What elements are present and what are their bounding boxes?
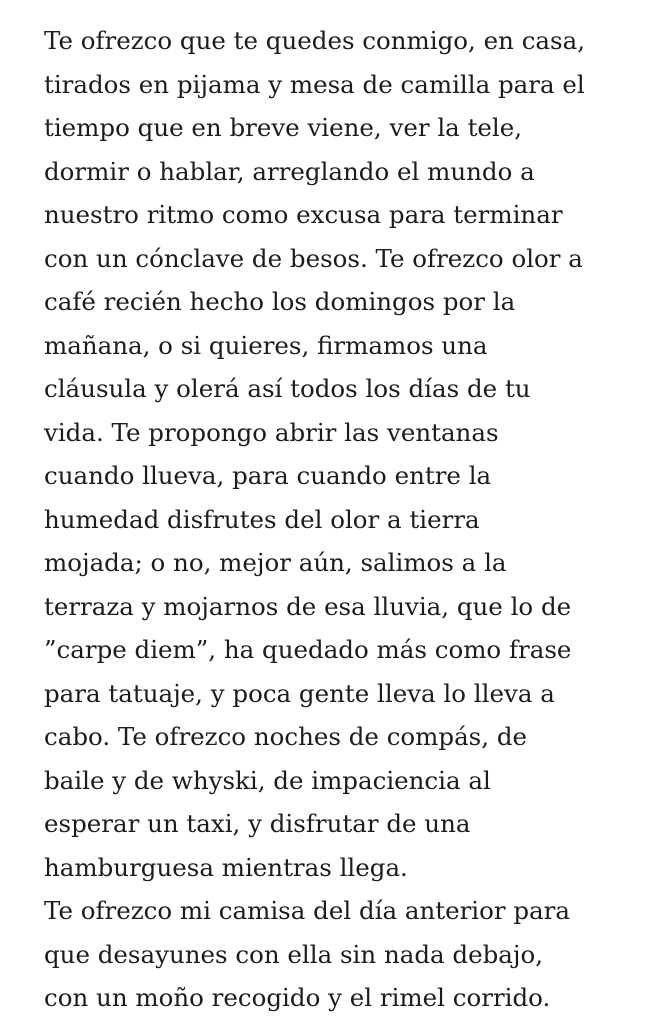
text-line: ”carpe diem”, ha quedado más como frase xyxy=(44,635,572,664)
text-line: baile y de whyski, de impaciencia al xyxy=(44,765,491,795)
text-line: para tatuaje, y poca gente lleva lo lleva a xyxy=(44,678,555,708)
text-line: con un cónclave de besos. Te ofrezco olor a xyxy=(44,243,583,273)
text-line: mojada; o no, mejor aún, salimos a la xyxy=(44,548,507,577)
text-line: terraza y mojarnos de esa lluvia, que lo de xyxy=(44,591,572,621)
text-line: cabo. Te ofrezco noches de compás, de xyxy=(44,722,528,751)
text-line: hamburguesa mientras llega. xyxy=(44,852,408,882)
text-line: dormir o hablar, arreglando el mundo a xyxy=(44,156,535,186)
text-line: cláusula y olerá así todos los días de tu xyxy=(44,374,531,403)
body-text xyxy=(44,19,644,1020)
text-line: humedad disfrutes del olor a tierra xyxy=(44,504,480,534)
text-line: tiempo que en breve viene, ver la tele, xyxy=(44,113,523,142)
text-line: café recién hecho los domingos por la xyxy=(44,287,516,316)
text-line: con un moño recogido y el rimel corrido. xyxy=(44,983,551,1012)
text-line: Te ofrezco que te quedes conmigo, en casa, xyxy=(44,26,585,55)
text-line: tirados en pijama y mesa de camilla para el xyxy=(44,69,585,99)
text-line: que desayunes con ella sin nada debajo, xyxy=(44,939,544,969)
text-line: vida. Te propongo abrir las ventanas xyxy=(44,417,499,447)
text-line: Te ofrezco mi camisa del día anterior para xyxy=(44,896,570,925)
text-line: esperar un taxi, y disfrutar de una xyxy=(44,809,471,838)
text-line: nuestro ritmo como excusa para terminar xyxy=(44,200,563,229)
text-line: mañana, o si quieres, firmamos una xyxy=(44,330,488,360)
text-line: cuando llueva, para cuando entre la xyxy=(44,461,492,490)
